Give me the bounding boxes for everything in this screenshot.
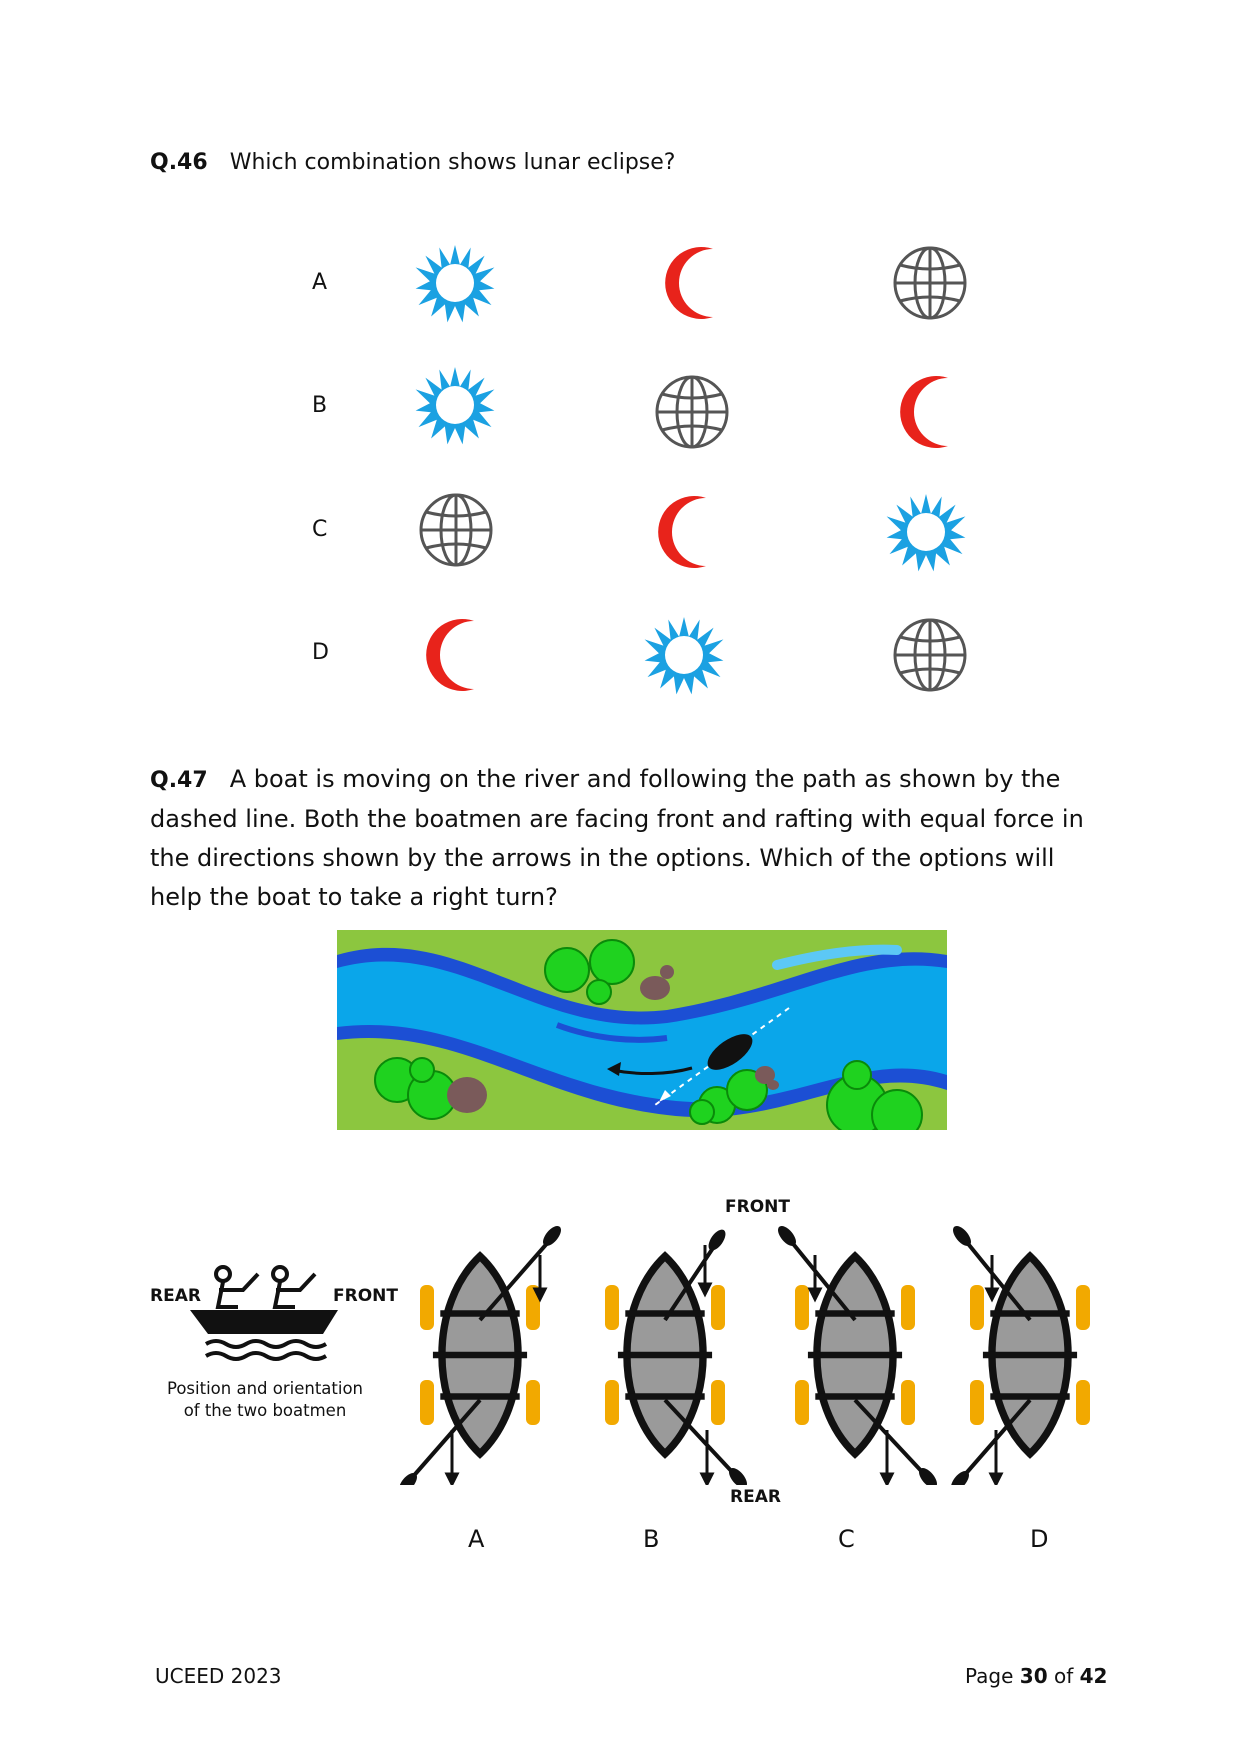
boat-option-b <box>605 1227 750 1485</box>
diagram-front-label: FRONT <box>725 1197 790 1217</box>
earth-icon <box>416 490 496 570</box>
boat-option-a <box>400 1225 564 1485</box>
moon-icon <box>890 372 970 452</box>
question-number: Q.46 <box>150 150 208 175</box>
boat-option-c <box>775 1225 941 1485</box>
legend-caption-line2: of the two boatmen <box>183 1401 347 1420</box>
question-text: Which combination shows lunar eclipse? <box>229 150 676 175</box>
moon-icon <box>416 615 496 695</box>
boat-option-label-a: A <box>468 1525 485 1553</box>
diagram-rear-label: REAR <box>730 1487 781 1507</box>
of-word: of <box>1053 1664 1074 1688</box>
earth-icon <box>890 243 970 323</box>
option-label-a: A <box>312 270 328 295</box>
boat-option-label-c: C <box>838 1525 855 1553</box>
page-current: 30 <box>1019 1664 1048 1688</box>
legend-rear-label: REAR <box>150 1286 201 1306</box>
question-text: A boat is moving on the river and following the path as shown by the dashed line. Both the boatmen are facing front and rafting with equal force in the directions shown by the arrows in the options. Which of the options will help the boat to take a right turn? <box>150 765 1084 911</box>
moon-icon <box>655 243 735 323</box>
rowboat-icon <box>188 1262 338 1372</box>
sun-icon <box>886 492 966 572</box>
boat-options-diagram <box>400 1225 1100 1485</box>
boat-option-label-d: D <box>1030 1525 1049 1553</box>
legend-front-label: FRONT <box>333 1286 398 1306</box>
legend-caption-line1: Position and orientation <box>166 1379 364 1398</box>
question-47 <box>150 760 1100 917</box>
earth-icon <box>890 615 970 695</box>
page-total: 42 <box>1079 1664 1108 1688</box>
sun-icon <box>644 615 724 695</box>
question-number: Q.47 <box>150 768 208 793</box>
earth-icon <box>652 372 732 452</box>
question-46 <box>150 150 675 175</box>
page-word: Page <box>965 1664 1014 1688</box>
footer-exam-name: UCEED 2023 <box>155 1664 282 1688</box>
footer-page-number <box>965 1664 1107 1688</box>
boat-option-d <box>948 1225 1090 1485</box>
option-label-c: C <box>312 517 328 542</box>
option-label-d: D <box>312 640 329 665</box>
river-illustration <box>337 930 947 1130</box>
boat-option-label-b: B <box>643 1525 660 1553</box>
moon-icon <box>648 492 728 572</box>
option-label-b: B <box>312 393 328 418</box>
sun-icon <box>415 365 495 445</box>
sun-icon <box>415 243 495 323</box>
